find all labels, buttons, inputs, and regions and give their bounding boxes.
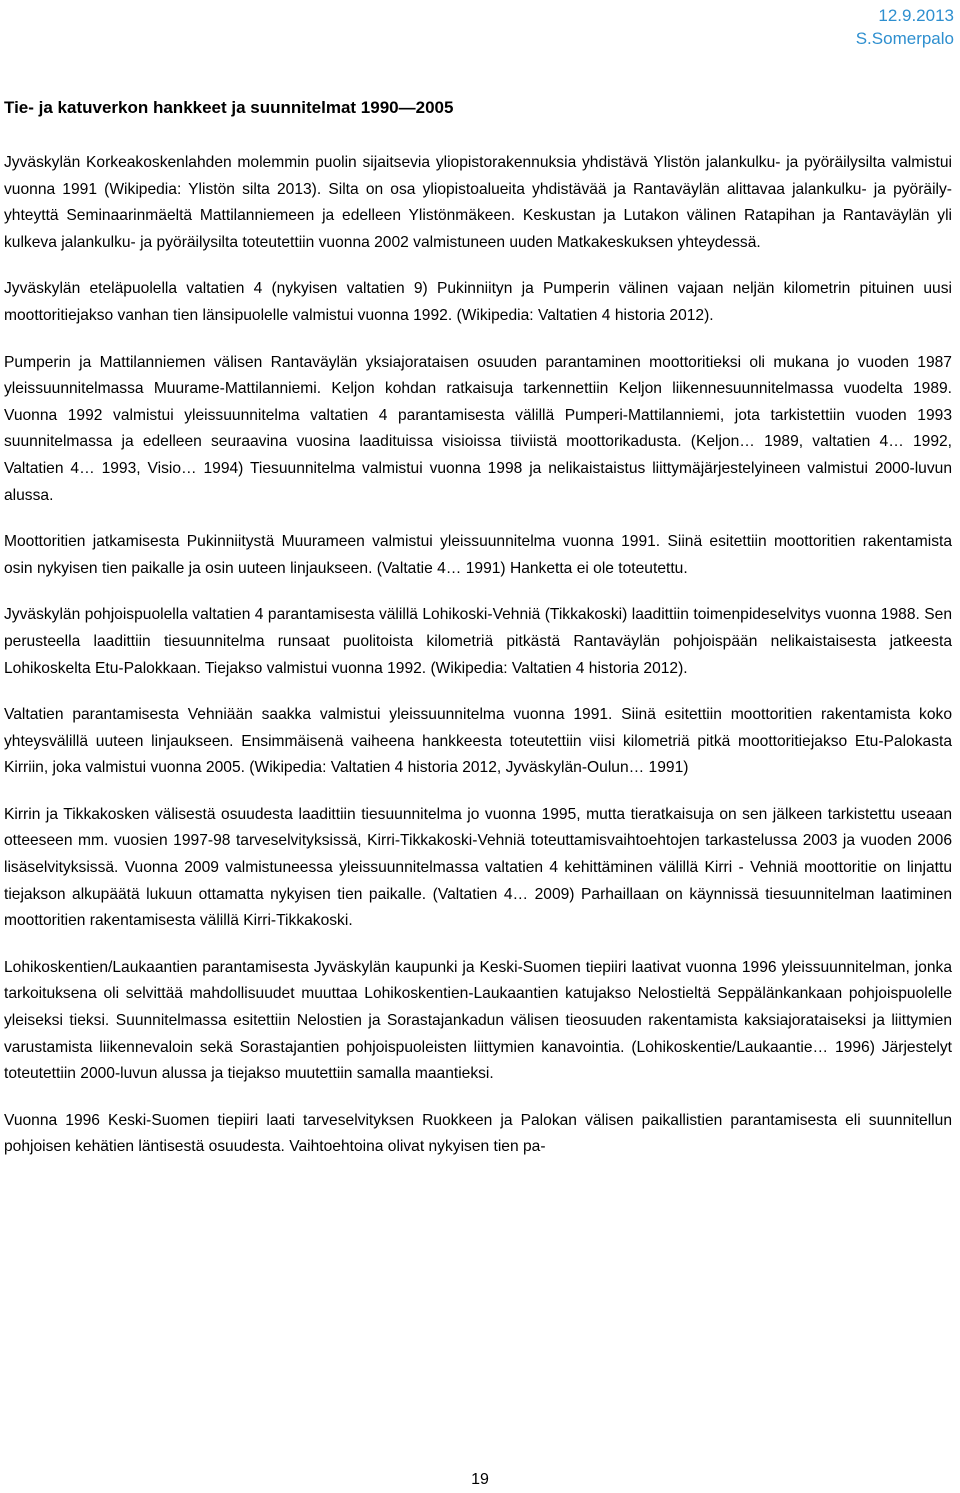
paragraph-muurame-extension: Moottoritien jatkamisesta Pukinniitystä Muurameen valmistui yleissuunnitelma vuonna 1991. Siinä esitettiin moottoritien rakentamista osin nykyisen tien paikalle ja osin uuteen linjaukseen. (Valtatie 4… 1991) Hanketta ei ole toteutettu. [4, 533, 952, 577]
paragraph-lohikoski-vehnia: Jyväskylän pohjoispuolella valtatien 4 parantamisesta välillä Lohikoski-Vehniä (Tikkakoski) laadittiin toimenpideselvitys vuonna 1988. Sen perusteella laadittiin tiesuunnitelma runsaat puolitoista kilometriä pitkästä Rantaväylän pohjoispään nelikaistaisesta jatkeesta Lohikoskelta Etu-Palokkaan. Tiejakso valmistui vuonna 1992. (Wikipedia: Valtatien 4 historia 2012). [4, 606, 952, 677]
document-title: Tie- ja katuverkon hankkeet ja suunnitelmat 1990—2005 [4, 98, 454, 117]
paragraph-vehnia-general-plan: Valtatien parantamisesta Vehniään saakka valmistui yleissuunnitelma vuonna 1991. Siinä esitettiin moottoritien rakentamista koko yhteysvälillä uuteen linjaukseen. Ensimmäisenä vaiheena hankkeesta toteutettiin viisi kilometriä pitkä moottoritiejakso Etu-Palokasta Kirriin, joka valmistui vuonna 2005. (Wikipedia: Valtatien 4 historia 2012, Jyväskylän-Oulun… 1991) [4, 706, 952, 777]
paragraph-ruoke-palokka: Vuonna 1996 Keski-Suomen tiepiiri laati tarveselvityksen Ruokkeen ja Palokan välisen paikallistien parantamisesta eli suunnitellun pohjoisen kehätien läntisestä osuudesta. Vaihtoehtoina olivat nykyisen tien pa- [4, 1111, 952, 1156]
page-header [856, 0, 954, 50]
paragraph-pukinniitty-pumperi: Jyväskylän eteläpuolella valtatien 4 (nykyisen valtatien 9) Pukinniityn ja Pumperin välinen vajaan neljän kilometrin pituinen uusi moottoritiejakso vanhan tien länsipuolelle valmistui vuonna 1992. (Wikipedia: Valtatien 4 historia 2012). [4, 280, 952, 324]
paragraph-lohikoskentie-laukaantie: Lohikoskentien/Laukaantien parantamisesta Jyväskylän kaupunki ja Keski-Suomen tiepiiri laativat vuonna 1996 yleissuunnitelman, jonka tarkoituksena oli selvittää mahdollisuudet muuttaa Lohikoskentien-Laukaantien katujakso Nelostieltä Seppälänkankaan pohjoispuolelle yleiseksi tieksi. Suunnitelmassa esitettiin Nelostien ja Sorastajankadun välisen tieosuuden rakentamista kaksiajorataiseksi ja liittymien varustamista liikennevaloin sekä Sorastajantien pohjoispuoleisten liittymien kanavointia. (Lohikoskentie/Laukaantie… 1996) Järjestelyt toteutettiin 2000-luvun alussa ja tiejakso muutettiin samalla maantieksi. [4, 958, 952, 1083]
paragraph-rantavayla-upgrade: Pumperin ja Mattilanniemen välisen Rantaväylän yksiajorataisen osuuden parantaminen moottoritieksi oli mukana jo vuoden 1987 yleissuunnitelmassa Muurame-Mattilanniemi. Keljon kohdan ratkaisuja tarkennettiin Keljon liikennesuunnitelmassa vuodelta 1989. Vuonna 1992 valmistui yleissuunnitelma valtatien 4 parantamisesta välillä Pumperi-Mattilanniemi, jota tarkistettiin vuoden 1993 suunnitelmassa ja edelleen seuraavina vuosina laadituissa visioissa tiiviistä moottorikadusta. (Keljon… 1989, valtatien 4… 1992, Valtatien 4… 1993, Visio… 1994) Tiesuunnitelma valmistui vuonna 1998 ja nelikaistaistus liittymäjärjestelyineen valmistui 2000-luvun alussa. [4, 353, 952, 504]
header-date: 12.9.2013 [878, 6, 954, 25]
paragraph-ylisto-bridge: Jyväskylän Korkeakoskenlahden molemmin puolin sijaitsevia yliopistorakennuksia yhdistävä Ylistön jalankulku- ja pyöräilysilta valmistui vuonna 1991 (Wikipedia: Ylistön silta 2013). Silta on osa yliopistoalueita yhdistävää ja Rantaväylän alittavaa jalankulku- ja pyöräily-yhteyttä Seminaarinmäeltä Mattilanniemeen ja edelleen Ylistönmäkeen. Keskustan ja Lutakon välinen Ratapihan ja Rantaväylän yli kulkeva jalankulku- ja pyöräilysilta toteutettiin vuonna 2002 valmistuneen uuden Matkakeskuksen yhteydessä. [4, 154, 952, 251]
header-author: S.Somerpalo [855, 29, 954, 48]
paragraph-kirri-tikkakoski: Kirrin ja Tikkakosken välisestä osuudesta laadittiin tiesuunnitelma jo vuonna 1995, mutta tieratkaisuja on sen jälkeen tarkistettu useaan otteeseen mm. vuosien 1997-98 tarveselvityksissä, Kirri-Tikkakoski-Vehniä toteuttamisvaihtoehtojen tarkastelussa 2003 ja vuoden 2006 lisäselvityksissä. Vuonna 2009 valmistuneessa yleissuunnitelmassa valtatien 4 kehittäminen välillä Kirri - Vehniä moottoritie on linjattu tiejakson alkupäätä lukuun ottamatta nykyisen tien paikalle. (Valtatien 4… 2009) Parhaillaan on käynnissä tiesuunnitelman laatiminen moottoritien rakentamisesta välillä Kirri-Tikkakoski. [4, 805, 952, 930]
document-body [4, 150, 952, 1181]
page-number: 19 [471, 1471, 489, 1488]
